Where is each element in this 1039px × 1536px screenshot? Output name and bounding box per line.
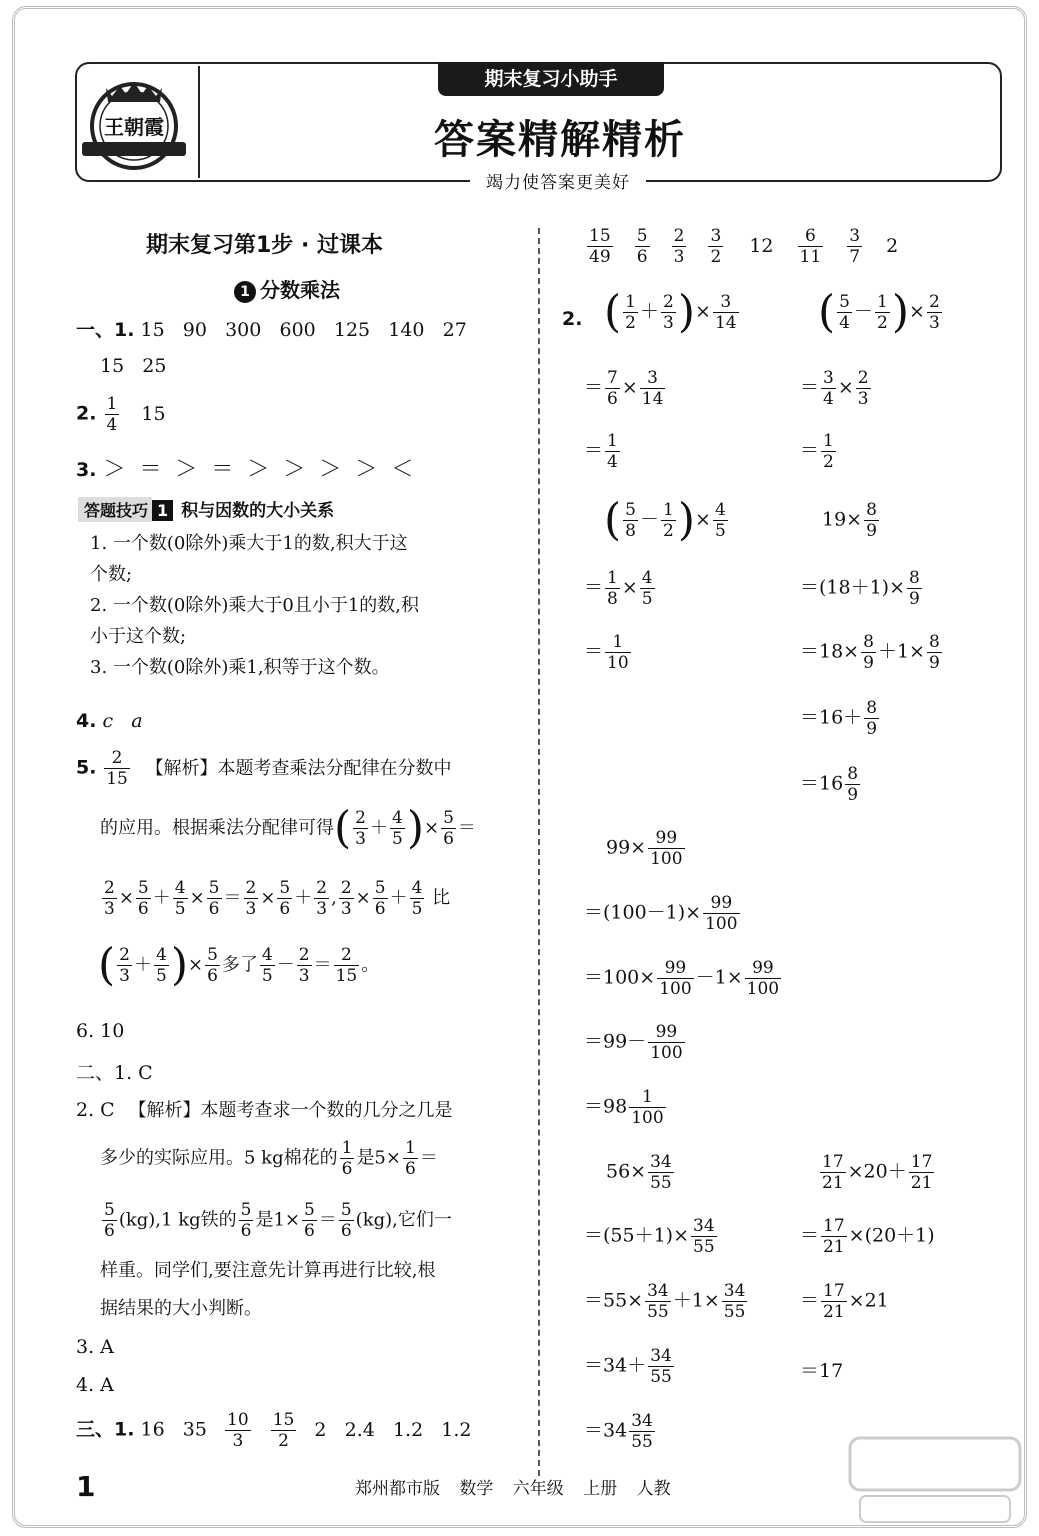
tip-line: 1. 一个数(0除外)乘大于1的数,积大于这 <box>90 533 408 554</box>
page-number: 1 <box>76 1470 96 1503</box>
header-tag: 期末复习小助手 <box>438 62 664 96</box>
q2-label: 2. <box>76 402 97 425</box>
right-top-row <box>585 226 898 267</box>
s2-q3-row: 3. A <box>76 1336 114 1358</box>
calc-f-term: ＝34＋ <box>584 1354 647 1377</box>
calc-g-term: ×21 <box>848 1289 889 1312</box>
frac-num: 6 <box>798 226 824 247</box>
q5-line3-text: 比 <box>432 887 451 909</box>
calc-e-expr: 99× $\frac{99}{100}$ <box>606 828 683 869</box>
tip-line: 个数; <box>90 564 133 585</box>
header-slogan: 竭力使答案更美好 <box>470 168 646 193</box>
tip-body <box>90 528 510 683</box>
sub-title-text: 分数乘法 <box>260 278 340 302</box>
top-fraction <box>672 226 687 267</box>
top-value: 12 <box>749 234 774 257</box>
calc-a-expr: ( $\frac{1}{2}$ ＋ $\frac{2}{3}$ )× $\frac{3}{14}$ <box>604 286 737 338</box>
slogan-line-right <box>648 180 736 182</box>
calc-c-expr: ( $\frac{5}{8}$ － $\frac{1}{2}$ )× $\frac{4}{5}$ <box>604 494 726 546</box>
calc-d-step4: ＝16 $\frac{8}{9}$ <box>800 764 859 805</box>
sub-title-number: 1 <box>234 281 256 303</box>
logo-separator <box>198 66 200 178</box>
sub-title <box>234 274 340 303</box>
calc-e-step1: ＝(100－1)× $\frac{99}{100}$ <box>584 893 738 934</box>
s3-values-b: 2 2.4 1.2 1.2 <box>314 1418 472 1441</box>
calc-f-term: ＋1× <box>672 1289 720 1312</box>
q1-1-prefix: 一、1. <box>76 319 135 341</box>
frac-den: 7 <box>849 247 861 267</box>
frac-num: 3 <box>849 226 861 246</box>
calc-b-step1: ＝ $\frac{3}{4}$ × $\frac{2}{3}$ <box>800 368 869 409</box>
s2-q2-line2-text-a: 多少的实际应用。5 kg棉花的 <box>100 1147 338 1169</box>
brand-logo-icon <box>76 72 192 172</box>
calc-d-step3: ＝16＋ $\frac{8}{9}$ <box>800 698 878 739</box>
s2-q2-line4: 样重。同学们,要注意先计算再进行比较,根 <box>100 1260 436 1281</box>
page-title: 答案精解精析 <box>434 117 686 163</box>
q3-values: ＞ ＝ ＞ ＝ ＞ ＞ ＞ ＞ ＜ <box>103 457 414 482</box>
calc-e-step3: ＝99－ $\frac{99}{100}$ <box>584 1022 683 1063</box>
footer-info: 郑州都市版 数学 六年级 上册 人教 <box>355 1479 671 1499</box>
calc-f-term: ＝(55＋1)× <box>584 1224 690 1247</box>
calc-c-step2: ＝ $\frac{1}{10}$ <box>584 632 629 673</box>
calc-d-term: ＝16＋ <box>800 706 863 729</box>
calc-d-term: ＝(18＋1)× <box>800 576 906 599</box>
q3-label: 3. <box>76 459 97 481</box>
q4-values: c a <box>102 710 143 732</box>
calc-e-term: ＝99－ <box>584 1030 647 1053</box>
q5-row <box>76 748 452 789</box>
s2-q2-line3-text-b: 是1× <box>255 1209 301 1231</box>
calc-f-step4: ＝34 $\frac{34}{55}$ <box>584 1411 653 1452</box>
q1-1-values-cont: 15 25 <box>100 355 167 377</box>
s3-fraction-2 <box>271 1410 297 1451</box>
s2-q2-label: 2. C <box>76 1099 115 1121</box>
frac-num: 3 <box>710 226 722 246</box>
calc-b-expr: ( $\frac{5}{4}$ － $\frac{1}{2}$ )× $\frac{2}{3}$ <box>818 286 940 338</box>
calc-g-step2: ＝ $\frac{17}{21}$ ×21 <box>800 1281 889 1322</box>
top-fraction <box>847 226 862 267</box>
q5-line4-text: 多了 <box>221 954 258 976</box>
calc-e-term: ＝100× <box>584 966 656 989</box>
section-title: 期末复习第1步 · 过课本 <box>146 233 383 258</box>
tip-number: 1 <box>152 500 173 521</box>
calc-g-step1: ＝ $\frac{17}{21}$ ×(20＋1) <box>800 1216 935 1257</box>
calc-e-term: 99× <box>606 836 647 859</box>
frac-num: 15 <box>589 226 611 246</box>
watermark-logo-icon <box>840 1430 1030 1530</box>
q5-line2: 的应用。根据乘法分配律可得( $\frac{2}{3}$ ＋ $\frac{4}{5}$ )× $\frac{5}{6}$ ＝ <box>100 802 476 854</box>
frac-den: 11 <box>799 247 822 267</box>
calc-f-step1: ＝(55＋1)× $\frac{34}{55}$ <box>584 1216 715 1257</box>
calc-c-step1: ＝ $\frac{1}{8}$ × $\frac{4}{5}$ <box>584 568 653 609</box>
calc-e-term: ＝98 <box>584 1095 628 1118</box>
tip-header <box>78 496 334 522</box>
calc-f-term: 56× <box>606 1160 647 1183</box>
q1-1-values: 15 90 300 600 125 140 27 <box>140 319 467 341</box>
s2-q1-row: 二、1. C <box>76 1062 153 1084</box>
q5-line3: $\frac{2}{3}$ × $\frac{5}{6}$ ＋ $\frac{4}{5}$ × $\frac{5}{6}$ ＝ $\frac{2}{3}$ × $\frac{5}{6}$ ＋ $\frac{2}{3}$ , $\frac{2}{3}$ × $\frac{5}{6}$ ＋ $\frac{4}{5}$ 比 <box>104 878 451 919</box>
calc-d-step1: ＝(18＋1)× $\frac{8}{9}$ <box>800 568 920 609</box>
q2-rest: 15 <box>141 402 166 425</box>
s2-q4-row: 4. A <box>76 1374 114 1396</box>
q5-fraction <box>104 748 130 789</box>
calc-a-step2: ＝ $\frac{1}{4}$ <box>584 431 618 472</box>
calc-f-term: ＝55× <box>584 1289 644 1312</box>
s3-q1-row <box>76 1410 472 1451</box>
q5-text: 【解析】本题考查乘法分配律在分数中 <box>145 757 452 779</box>
calc-g-step3: ＝17 <box>800 1360 844 1382</box>
s3-fraction-1 <box>225 1410 251 1451</box>
q6-row: 6. 10 <box>76 1020 125 1042</box>
calc-d-term: ＝16 <box>800 772 844 795</box>
calc-g-term: ×(20＋1) <box>848 1224 935 1247</box>
tip-label: 答题技巧 <box>78 497 152 522</box>
frac-den: 2 <box>710 247 722 267</box>
calc-f-expr: 56× $\frac{34}{55}$ <box>606 1152 672 1193</box>
svg-text:王朝霞: 王朝霞 <box>104 115 164 139</box>
r-q2-label: 2. <box>562 308 583 330</box>
s2-q2-line5: 据结果的大小判断。 <box>100 1298 262 1319</box>
calc-d-term: 19× <box>822 508 863 531</box>
tip-line: 2. 一个数(0除外)乘大于0且小于1的数,积 <box>90 595 420 616</box>
frac-den: 4 <box>106 415 118 435</box>
q4-row <box>76 710 143 732</box>
s2-q2-text: 【解析】本题考查求一个数的几分之几是 <box>128 1100 453 1121</box>
s2-q2-line3: $\frac{5}{6}$ (kg),1 kg铁的 $\frac{5}{6}$ 是1× $\frac{5}{6}$ ＝ $\frac{5}{6}$ (kg),它们一 <box>104 1200 452 1241</box>
frac-den: 3 <box>232 1431 244 1451</box>
frac-num: 2 <box>104 748 130 769</box>
slogan-line-left <box>412 180 468 182</box>
frac-num: 15 <box>272 1410 295 1430</box>
frac-num: 5 <box>636 226 648 246</box>
q3-row <box>76 452 413 483</box>
tip-line: 小于这个数; <box>90 626 187 647</box>
frac-num: 2 <box>673 226 685 246</box>
frac-num: 10 <box>227 1410 249 1430</box>
calc-a-step1: ＝ $\frac{7}{6}$ × $\frac{3}{14}$ <box>584 368 664 409</box>
s2-q2-line2-text-b: 是5× <box>356 1147 401 1169</box>
frac-den: 15 <box>106 769 128 789</box>
calc-g-expr: $\frac{17}{21}$ ×20＋ $\frac{17}{21}$ <box>822 1152 933 1193</box>
top-fraction <box>798 226 824 267</box>
q1-1-row <box>76 315 467 342</box>
s3-prefix: 三、1. <box>76 1418 135 1441</box>
calc-b-step2: ＝ $\frac{1}{2}$ <box>800 431 834 472</box>
tip-title: 积与因数的大小关系 <box>181 501 335 521</box>
s2-q2-line3-text-a: (kg),1 kg铁的 <box>118 1209 237 1231</box>
top-fraction <box>587 226 613 267</box>
q2-fraction <box>105 394 120 435</box>
tip-line: 3. 一个数(0除外)乘1,积等于这个数。 <box>90 657 390 678</box>
s2-q2-line3-text-c: (kg),它们一 <box>355 1209 452 1231</box>
calc-e-step2: ＝100× $\frac{99}{100}$ －1× $\frac{99}{100}$ <box>584 958 780 999</box>
calc-g-term: ×20＋ <box>847 1160 907 1183</box>
q2-row <box>76 394 166 435</box>
s2-q2-line2: 多少的实际应用。5 kg棉花的 $\frac{1}{6}$ 是5× $\frac{1}{6}$ ＝ <box>100 1138 438 1179</box>
calc-f-step2: ＝55× $\frac{34}{55}$ ＋1× $\frac{34}{55}$ <box>584 1281 746 1322</box>
top-fraction <box>635 226 650 267</box>
s2-q2-row <box>76 1096 452 1122</box>
frac-den: 49 <box>589 247 611 267</box>
q4-label: 4. <box>76 710 97 732</box>
frac-den: 2 <box>278 1431 289 1451</box>
frac-den: 6 <box>636 247 648 267</box>
calc-d-step2: ＝18× $\frac{8}{9}$ ＋1× $\frac{8}{9}$ <box>800 632 940 673</box>
column-separator <box>538 228 540 1476</box>
calc-e-step4: ＝98 $\frac{1}{100}$ <box>584 1087 664 1128</box>
frac-den: 3 <box>673 247 685 267</box>
calc-e-term: ＝(100－1)× <box>584 901 702 924</box>
calc-d-term: ＋1× <box>877 640 925 663</box>
q5-line2-text: 的应用。根据乘法分配律可得 <box>100 817 334 839</box>
calc-f-step3: ＝34＋ $\frac{34}{55}$ <box>584 1346 672 1387</box>
top-value: 2 <box>886 234 899 257</box>
calc-d-expr: 19× $\frac{8}{9}$ <box>822 500 877 541</box>
top-fraction <box>708 226 723 267</box>
calc-e-term: －1× <box>695 966 743 989</box>
s3-values-a: 16 35 <box>140 1418 207 1441</box>
q5-line4: ( $\frac{2}{3}$ ＋ $\frac{4}{5}$ )× $\frac{5}{6}$ 多了 $\frac{4}{5}$ － $\frac{2}{3}$ ＝ $\frac{2}{15}$ 。 <box>98 939 380 991</box>
q5-label: 5. <box>76 756 97 779</box>
frac-num: 1 <box>106 394 118 414</box>
calc-d-term: ＝18× <box>800 640 860 663</box>
calc-f-term: ＝34 <box>584 1419 628 1442</box>
